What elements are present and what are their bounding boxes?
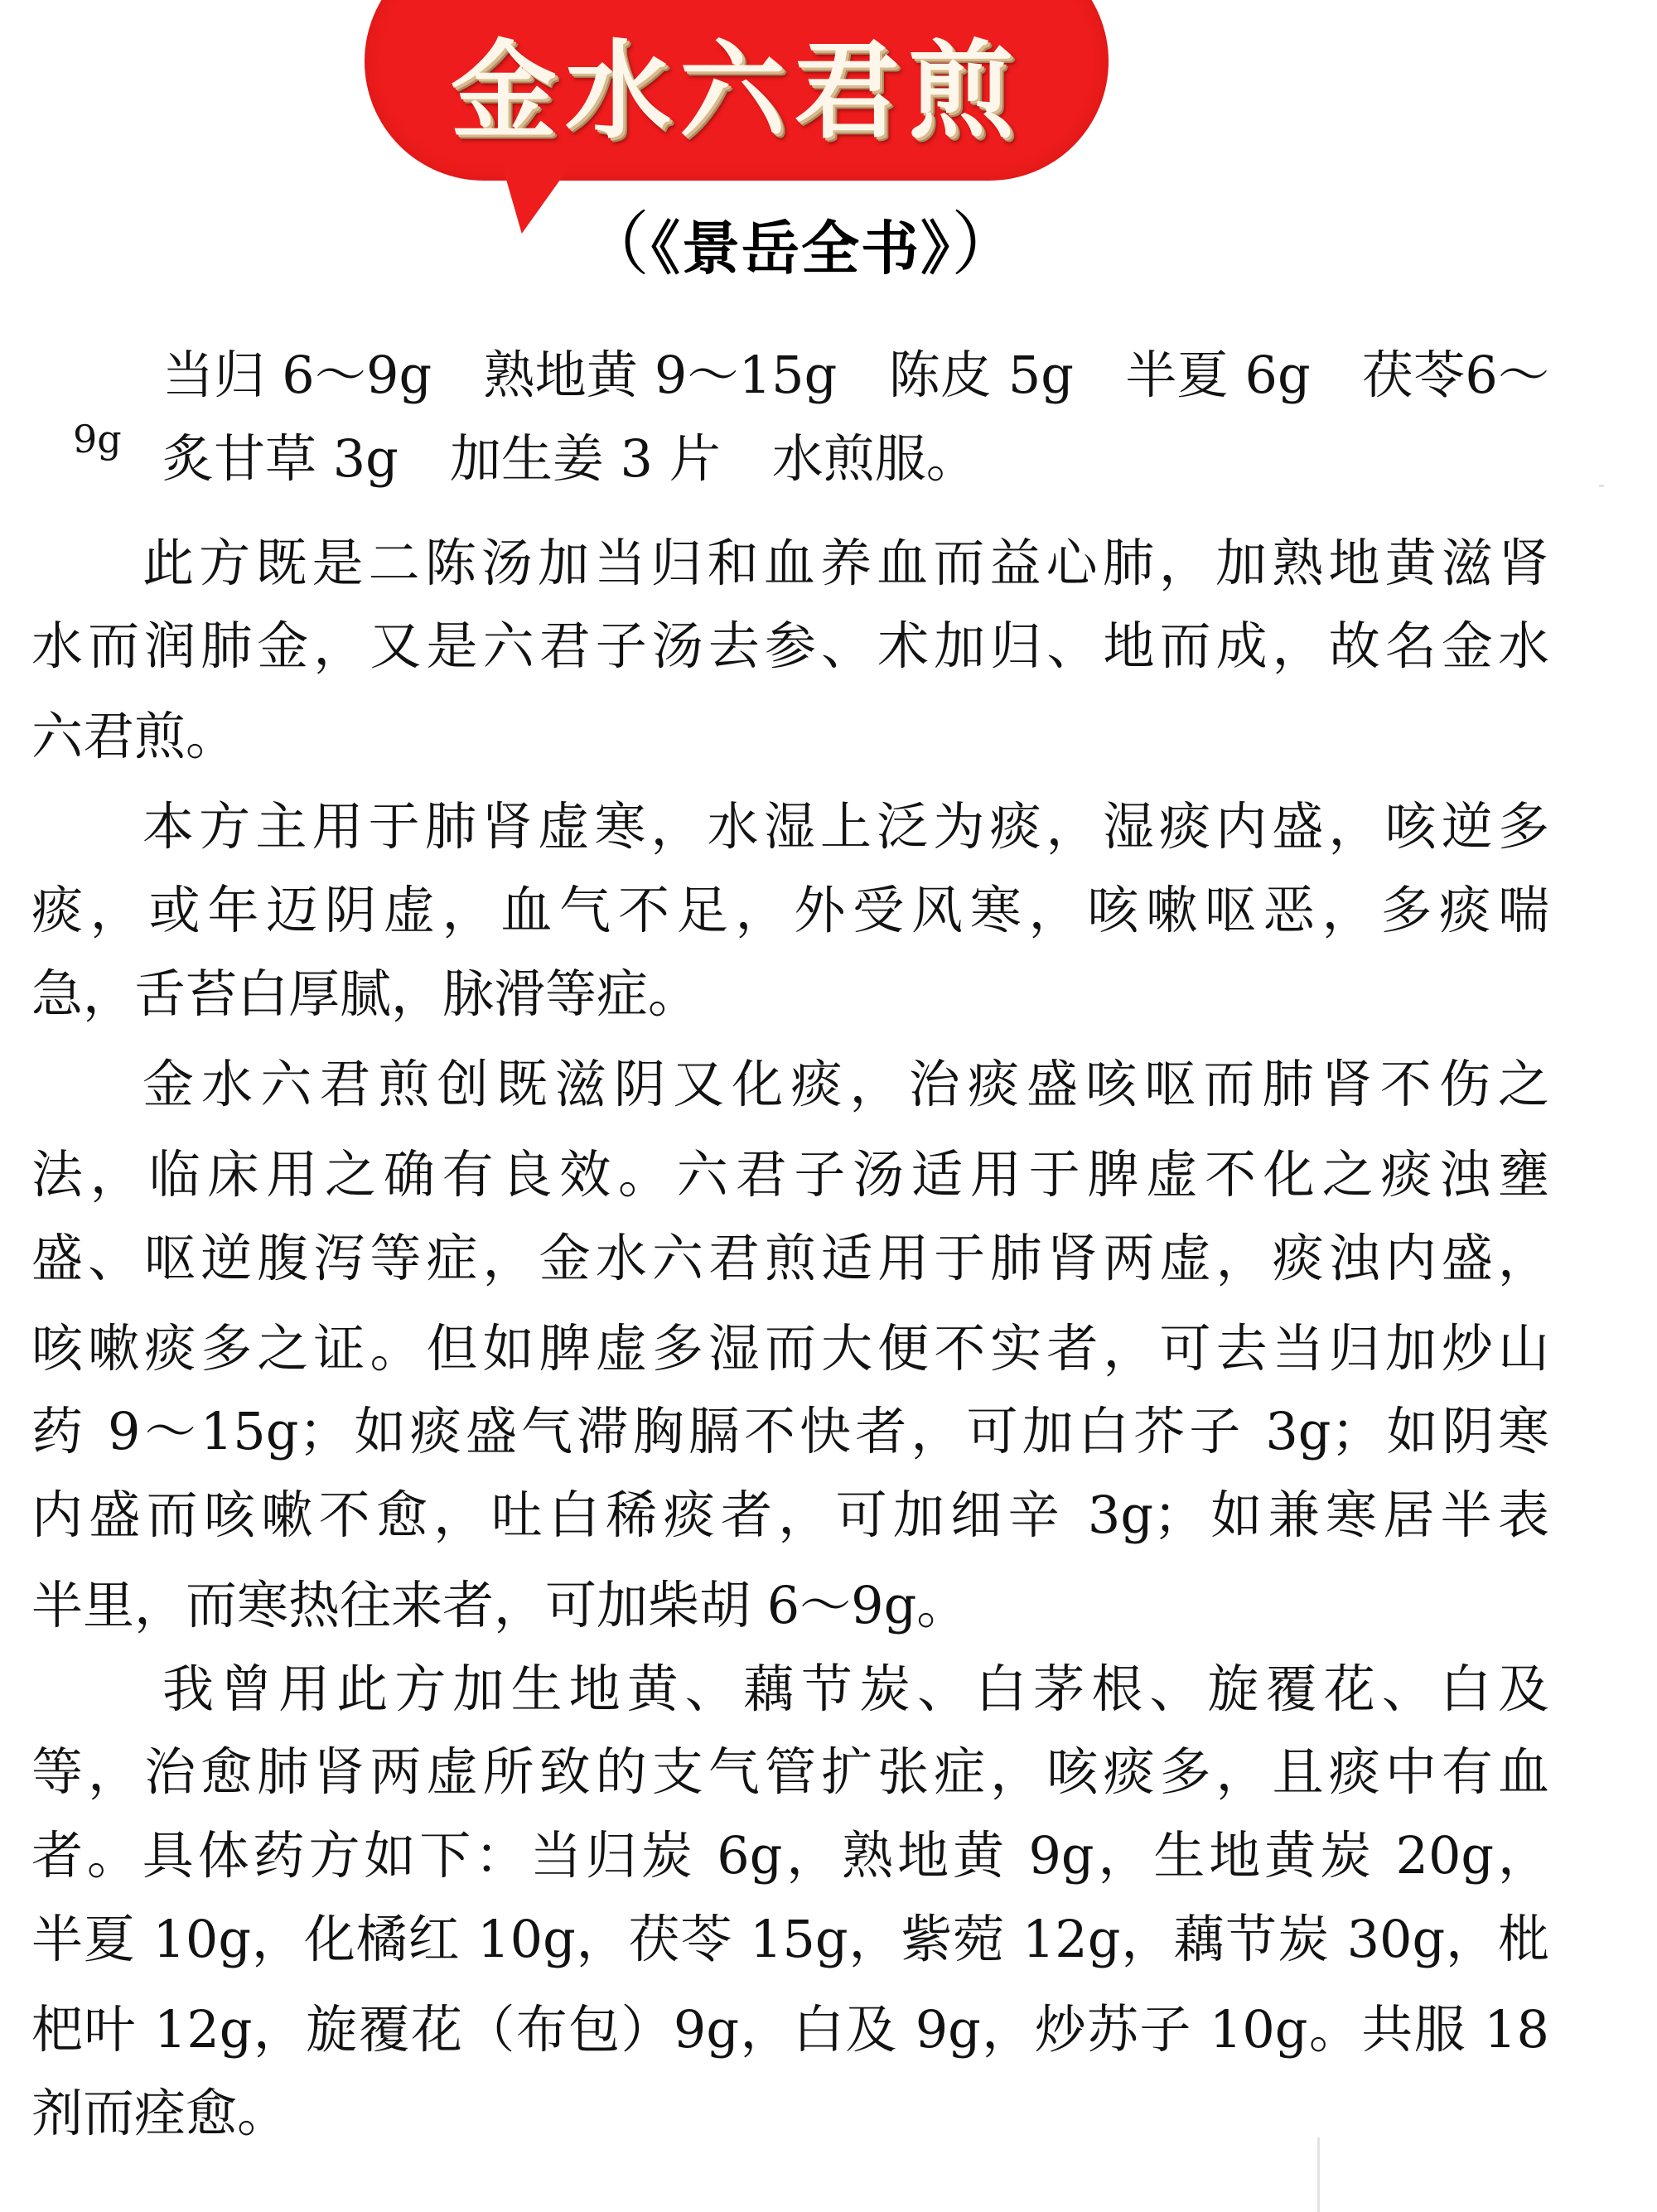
paragraph-3-line-1: 金水六君煎创既滋阴又化痰，治痰盛咳呕而肺肾不伤之 (143, 1054, 1549, 1114)
paragraph-4-line-1: 我曾用此方加生地黄、藕节炭、白茅根、旋覆花、白及 (162, 1659, 1549, 1719)
source-book-title: 《景岳全书》 (651, 215, 952, 283)
paragraph-2-line-2: 痰，或年迈阴虚，血气不足，外受风寒，咳嗽呕恶，多痰喘 (31, 880, 1549, 940)
paragraph-3-line-4: 咳嗽痰多之证。但如脾虚多湿而大便不实者，可去当归加炒山 (31, 1318, 1549, 1379)
source-reference (580, 199, 1060, 294)
paragraph-3-line-2: 法，临床用之确有良效。六君子汤适用于脾虚不化之痰浊壅 (31, 1144, 1549, 1205)
paragraph-2-line-1: 本方主用于肺肾虚寒，水湿上泛为痰，湿痰内盛，咳逆多 (143, 796, 1549, 857)
formula-line-1: 当归 6～9g 熟地黄 9～15g 陈皮 5g 半夏 6g 茯苓6～ (162, 345, 1549, 405)
paragraph-3-line-5: 药 9～15g；如痰盛气滞胸膈不快者，可加白芥子 3g；如阴寒 (31, 1401, 1549, 1461)
paragraph-2-line-3: 急，舌苔白厚腻，脉滑等症。 (31, 964, 700, 1024)
source-open-paren: （ (580, 204, 652, 285)
paragraph-4-line-3: 者。具体药方如下：当归炭 6g，熟地黄 9g，生地黄炭 20g， (31, 1825, 1549, 1886)
paragraph-3-line-6: 内盛而咳嗽不愈，吐白稀痰者，可加细辛 3g；如兼寒居半表 (31, 1485, 1549, 1545)
paragraph-1-line-1: 此方既是二陈汤加当归和血养血而益心肺，加熟地黄滋肾 (143, 533, 1549, 593)
paragraph-3-line-7: 半里，而寒热往来者，可加柴胡 6～9g。 (31, 1575, 969, 1635)
scan-artifact-line (1317, 2137, 1320, 2212)
paragraph-4-line-4: 半夏 10g，化橘红 10g，茯苓 15g，紫菀 12g，藕节炭 30g，枇 (31, 1909, 1549, 1969)
paragraph-4-line-2: 等，治愈肺肾两虚所致的支气管扩张症，咳痰多，且痰中有血 (31, 1741, 1549, 1802)
formula-line-2: 炙甘草 3g 加生姜 3 片 水煎服。 (162, 428, 978, 489)
paragraph-1-line-2: 水而润肺金，又是六君子汤去参、术加归、地而成，故名金水 (31, 616, 1549, 676)
paragraph-4-line-5: 杷叶 12g，旋覆花（布包）9g，白及 9g，炒苏子 10g。共服 18 (31, 1999, 1549, 2060)
paragraph-3-line-3: 盛、呕逆腹泻等症，金水六君煎适用于肺肾两虚，痰浊内盛， (31, 1228, 1549, 1288)
title-bubble-tail (502, 166, 580, 234)
paragraph-1-line-3: 六君煎。 (31, 706, 238, 766)
formula-wrap-fragment: 9g (73, 417, 122, 461)
source-close-paren: ） (951, 204, 1023, 285)
page-title: 金水六君煎 (450, 30, 1022, 153)
paragraph-4-line-6: 剂而痊愈。 (31, 2083, 289, 2143)
scan-speck (1599, 485, 1604, 487)
